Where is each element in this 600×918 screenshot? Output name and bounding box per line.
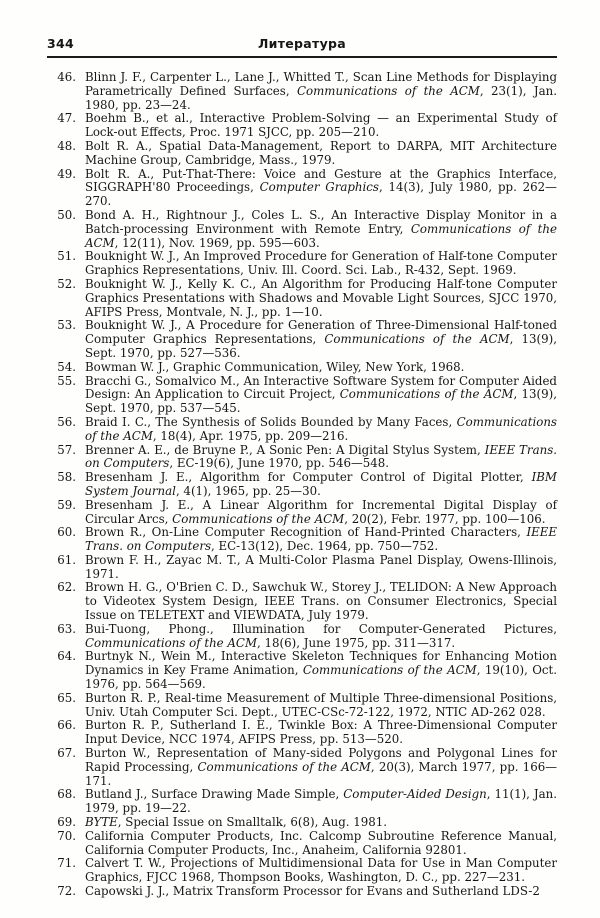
reference-number: 72.: [57, 884, 76, 899]
reference-number: 64.: [57, 649, 76, 664]
reference-text: [85, 692, 557, 720]
reference-text-segment: Brown F. H., Zayac M. T., A Multi-Color Plasma Panel Display, Owens-Illinois, 1971.: [85, 552, 557, 581]
reference-text-segment: , 13(9), Sept. 1970, pp. 537—545.: [85, 387, 557, 416]
reference-text-segment: Bui-Tuong, Phong., Illumination for Computer-Generated Pictures,: [85, 621, 557, 636]
reference-text-segment: Braid I. C., The Synthesis of Solids Bounded by Many Faces,: [85, 414, 457, 429]
reference-number: 52.: [57, 276, 76, 291]
reference-item: [47, 692, 557, 720]
reference-text-segment: Bolt R. A., Spatial Data-Management, Report to DARPA, MIT Architecture Machine Group, Cambridge, Mass., 1979.: [85, 138, 557, 167]
reference-text: [85, 112, 557, 140]
reference-number: 49.: [57, 166, 76, 181]
reference-text: [85, 747, 557, 788]
reference-text-segment: California Computer Products, Inc. Calcomp Subroutine Reference Manual, California Computer Products, Inc., Anaheim, California 92801.: [85, 828, 557, 857]
reference-text-segment: , 19(10), Oct. 1976, pp. 564—569.: [85, 663, 557, 692]
reference-text: [85, 885, 557, 899]
reference-number: 70.: [57, 828, 76, 843]
reference-number: 54.: [57, 359, 76, 374]
reference-item: [47, 168, 557, 209]
reference-number: 55.: [57, 373, 76, 388]
reference-number: 65.: [57, 690, 76, 705]
reference-number: 53.: [57, 318, 76, 333]
journal-title: Communications of the ACM: [302, 663, 477, 678]
journal-title: IBM System Journal: [85, 470, 557, 498]
running-head: [47, 36, 557, 58]
reference-text-segment: Brown R., On-Line Computer Recognition of Hand-Printed Characters,: [85, 525, 527, 540]
journal-title: Communications of the ACM: [324, 332, 510, 347]
reference-item: [47, 112, 557, 140]
reference-text-segment: , EC-13(12), Dec. 1964, pp. 750—752.: [211, 539, 439, 554]
reference-number: 59.: [57, 497, 76, 512]
reference-text-segment: Bouknight W. J., An Improved Procedure for Generation of Half-tone Computer Graphics Representations, Univ. Ill. Coord. Sci. Lab., R-432, Sept. 1969.: [85, 249, 557, 278]
reference-text: [85, 719, 557, 747]
reference-text: [85, 209, 557, 250]
reference-text-segment: Bouknight W. J., Kelly K. C., An Algorithm for Producing Half-tone Computer Graphics Presentations with Shadows and Movable Light Sources, SJCC 1970, AFIPS Press, Montvale, N. J., pp. 1—10.: [85, 276, 557, 319]
page-number: 344: [47, 36, 74, 51]
reference-item: [47, 885, 557, 899]
reference-text-segment: , 12(11), Nov. 1969, pp. 595—603.: [114, 235, 320, 250]
reference-text: [85, 650, 557, 691]
reference-item: [47, 471, 557, 499]
reference-text-segment: , 18(4), Apr. 1975, pp. 209—216.: [152, 428, 349, 443]
reference-text-segment: , 18(6), June 1975, pp. 311—317.: [257, 635, 456, 650]
reference-text-segment: Bresenham J. E., Algorithm for Computer Control of Digital Plotter,: [85, 470, 532, 485]
reference-text-segment: , 23(1), Jan. 1980, pp. 23—24.: [85, 83, 557, 112]
reference-text-segment: Bowman W. J., Graphic Communication, Wiley, New York, 1968.: [85, 359, 465, 374]
reference-item: [47, 71, 557, 112]
reference-text: [85, 361, 557, 375]
journal-title: Communications of the ACM: [85, 635, 258, 650]
reference-item: [47, 209, 557, 250]
reference-item: [47, 526, 557, 554]
reference-item: [47, 788, 557, 816]
reference-text-segment: , EC-19(6), June 1970, pp. 546—548.: [169, 456, 390, 471]
reference-text-segment: Brenner A. E., de Bruyne P., A Sonic Pen: A Digital Stylus System,: [85, 442, 485, 457]
reference-item: [47, 623, 557, 651]
journal-title: Communications of the ACM: [172, 511, 345, 526]
reference-number: 48.: [57, 138, 76, 153]
reference-item: [47, 581, 557, 622]
journal-title: IEEE Trans. on Computers: [85, 442, 558, 471]
reference-text-segment: Capowski J. J., Matrix Transform Processor for Evans and Sutherland LDS-2: [85, 884, 540, 899]
reference-number: 50.: [57, 207, 76, 222]
reference-text: [85, 816, 557, 830]
reference-text: [85, 499, 557, 527]
reference-text-segment: Burtnyk N., Wein M., Interactive Skeleton Techniques for Enhancing Motion Dynamics in Key Frame Animation,: [85, 649, 557, 678]
reference-text-segment: Blinn J. F., Carpenter L., Lane J., Whitted T., Scan Line Methods for Displaying Parametrically Defined Surfaces,: [85, 70, 557, 98]
reference-item: [47, 250, 557, 278]
reference-text: [85, 526, 557, 554]
reference-text: [85, 278, 557, 319]
reference-text-segment: Burton R. P., Real-time Measurement of Multiple Three-dimensional Positions, Univ. Utah Computer Sci. Dept., UTEC-CSc-72-122, 1972, NTIC AD-262 028.: [85, 690, 557, 719]
reference-text-segment: Bouknight W. J., A Procedure for Generation of Three-Dimensional Half-toned Computer Graphics Representations,: [85, 318, 557, 347]
reference-item: [47, 416, 557, 444]
reference-text: [85, 168, 557, 209]
reference-list: [47, 71, 557, 899]
reference-text: [85, 416, 557, 444]
reference-text: [85, 375, 557, 416]
reference-item: [47, 444, 557, 472]
reference-text-segment: , 13(9), Sept. 1970, pp. 527—536.: [85, 332, 557, 360]
reference-number: 56.: [57, 414, 76, 429]
reference-text-segment: Brown H. G., O'Brien C. D., Sawchuk W., Storey J., TELIDON: A New Approach to Videotex System Design, IEEE Trans. on Consumer Electronics, Special Issue on TELETEXT and VIEWDATA, July 1979.: [85, 580, 557, 623]
reference-text: [85, 788, 557, 816]
reference-item: [47, 747, 557, 788]
reference-number: 60.: [57, 525, 76, 540]
reference-text-segment: Butland J., Surface Drawing Made Simple,: [85, 787, 344, 802]
reference-number: 62.: [57, 580, 76, 595]
reference-item: [47, 140, 557, 168]
reference-item: [47, 375, 557, 416]
reference-text-segment: , 20(3), March 1977, pp. 166—171.: [85, 759, 557, 788]
reference-text: [85, 581, 557, 622]
reference-item: [47, 499, 557, 527]
reference-number: 57.: [57, 442, 76, 457]
reference-text: [85, 830, 557, 858]
reference-text: [85, 140, 557, 168]
reference-item: [47, 361, 557, 375]
reference-text-segment: , 20(2), Febr. 1977, pp. 100—106.: [344, 511, 546, 526]
journal-title: Communications of the ACM: [85, 414, 557, 443]
reference-item: [47, 278, 557, 319]
reference-number: 66.: [57, 718, 76, 733]
reference-number: 51.: [57, 249, 76, 264]
reference-text-segment: Calvert T. W., Projections of Multidimensional Data for Use in Man Computer Graphics, FJCC 1968, Thompson Books, Washington, D. C., pp. 227—231.: [85, 856, 557, 885]
reference-text-segment: , 4(1), 1965, pp. 25—30.: [175, 483, 321, 498]
journal-title: BYTE: [85, 815, 118, 830]
journal-title: Communications of the ACM: [85, 221, 557, 250]
reference-text-segment: Boehm B., et al., Interactive Problem-Solving — an Experimental Study of Lock-out Effects, Proc. 1971 SJCC, pp. 205—210.: [85, 111, 557, 140]
reference-item: [47, 719, 557, 747]
reference-number: 47.: [57, 111, 76, 126]
reference-number: 71.: [57, 856, 76, 871]
reference-text: [85, 444, 557, 472]
reference-text-segment: Bracchi G., Somalvico M., An Interactive Software System for Computer Aided Design: An Application to Circuit Project,: [85, 373, 557, 402]
journal-title: Communications of the ACM: [296, 83, 480, 98]
reference-text: [85, 250, 557, 278]
reference-text: [85, 471, 557, 499]
journal-title: IEEE Trans. on Computers: [85, 525, 557, 554]
reference-text-segment: Bresenham J. E., A Linear Algorithm for Incremental Digital Display of Circular Arcs,: [85, 497, 557, 526]
reference-text-segment: Bolt R. A., Put-That-There: Voice and Gesture at the Graphics Interface, SIGGRAPH'80 Proceedings,: [85, 166, 557, 195]
reference-text: [85, 623, 557, 651]
reference-text-segment: Burton R. P., Sutherland I. E., Twinkle Box: A Three-Dimensional Computer Input Device, NCC 1974, AFIPS Press, pp. 513—520.: [85, 718, 557, 747]
reference-text-segment: , 11(1), Jan. 1979, pp. 19—22.: [85, 787, 557, 816]
reference-item: [47, 816, 557, 830]
reference-item: [47, 650, 557, 691]
reference-text-segment: , Special Issue on Smalltalk, 6(8), Aug. 1981.: [117, 815, 388, 830]
reference-text-segment: Burton W., Representation of Many-sided Polygons and Polygonal Lines for Rapid Processing,: [85, 746, 557, 774]
journal-title: Computer-Aided Design: [343, 787, 487, 802]
journal-title: Computer Graphics: [259, 180, 379, 195]
reference-item: [47, 554, 557, 582]
reference-item: [47, 319, 557, 360]
reference-number: 69.: [57, 815, 76, 830]
reference-text: [85, 319, 557, 360]
reference-number: 68.: [57, 787, 76, 802]
reference-number: 67.: [57, 746, 76, 761]
reference-text-segment: , 14(3), July 1980, pp. 262—270.: [85, 180, 557, 209]
journal-title: Communications of the ACM: [197, 759, 371, 774]
reference-item: [47, 830, 557, 858]
reference-text-segment: Bond A. H., Rightnour J., Coles L. S., An Interactive Display Monitor in a Batch-processing Environment with Remote Entry,: [85, 207, 557, 236]
reference-item: [47, 857, 557, 885]
reference-text: [85, 857, 557, 885]
journal-title: Communications of the ACM: [339, 387, 514, 402]
reference-number: 46.: [57, 70, 76, 84]
reference-number: 61.: [57, 552, 76, 567]
page-title: Литература: [257, 36, 347, 51]
reference-text: [85, 71, 557, 112]
reference-number: 58.: [57, 470, 76, 485]
reference-number: 63.: [57, 621, 76, 636]
reference-text: [85, 554, 557, 582]
